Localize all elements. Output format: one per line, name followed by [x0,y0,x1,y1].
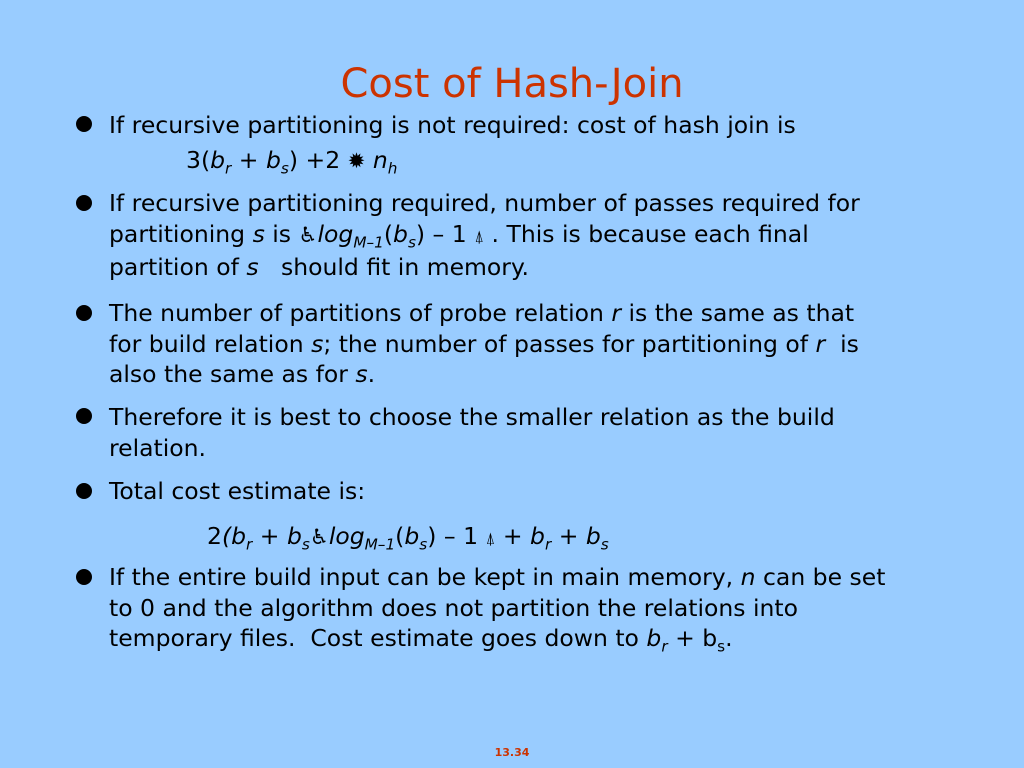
ceiling-open-glyph-icon: ♿ [309,524,329,549]
total-cost-formula: $2(b_r$ + $b_s♿\log_{M-1}(b_s) - 1$ ⍋ + $b_r + b_s$ [207,522,609,554]
bullet-6-text: If the entire build input can be kept in main memory, n can be set to 0 and the algorithm does not partition the relations into temporary files. Cost estimate goes down to $b_r + b_s$. [109,563,886,656]
bullet-1-text [109,110,969,141]
bullet-dot [76,305,92,321]
bullet-1-line: If recursive partitioning is not required: cost of hash join is [109,111,796,139]
slide-number: 13.34 [494,746,530,759]
bullet-dot [76,116,92,132]
bullet-dot [76,569,92,585]
bullet-3-text: The number of partitions of probe relation r is the same as that for build relation s; the number of passes for partitioning of r is also the same as for s. [109,299,859,388]
bullet-dot [76,483,92,499]
ceiling-open-glyph-icon: ♿ [298,221,318,247]
bullet-4-text: Therefore it is best to choose the smaller relation as the build relation. [109,403,835,462]
bullet-dot [76,408,92,424]
slide-title: Cost of Hash-Join [340,61,684,107]
bullet-2-text: If recursive partitioning required, number of passes required for partitioning s is $♿\log_{M-1}(b_s) - 1$ ⍋ . This is because each final partition of s should fit in memory. [109,189,860,281]
bullet-dot [76,195,92,211]
symbol-glyph-icon: ✹ [347,148,366,173]
ceiling-close-glyph-icon: ⍋ [485,529,496,548]
hash-join-cost-formula: $3(b_r + b_s) +2$ ✹ $n_h$ [186,146,398,178]
bullet-5-text: Total cost estimate is: [109,477,366,505]
ceiling-close-glyph-icon: ⍋ [474,226,485,246]
